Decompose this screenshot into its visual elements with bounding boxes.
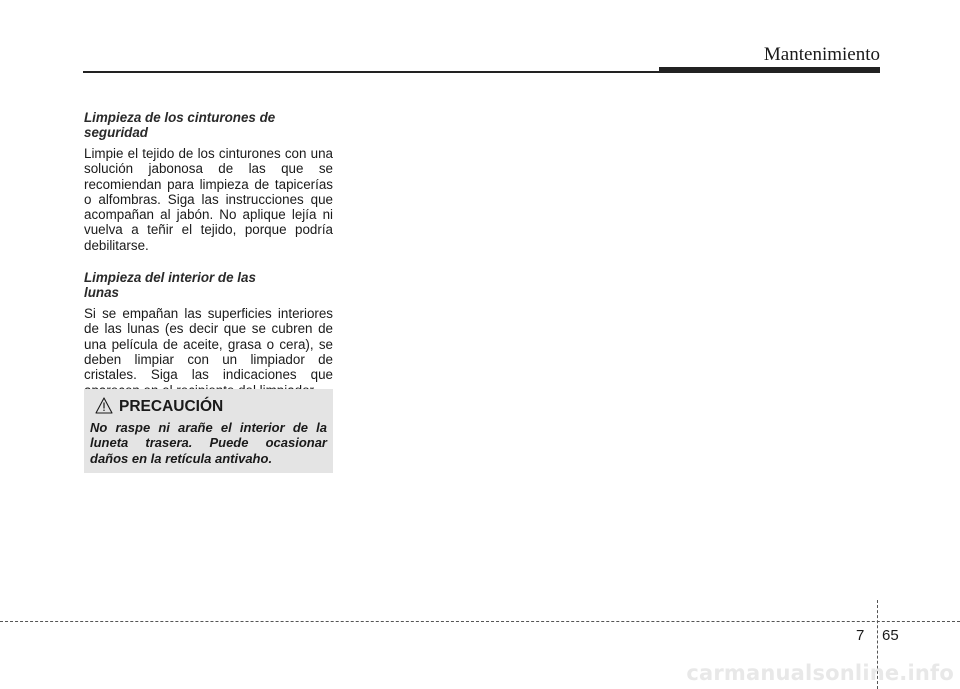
chapter-number: 7 <box>856 627 865 644</box>
section-body-windows: Si se empañan las superficies interiores de las lunas (es decir que se cubren de una película de aceite, grasa o cera), se deben limpiar con un limpiador de cristales. Siga las indicaciones que <box>84 306 333 383</box>
footer-rule <box>0 621 960 622</box>
chapter-title: Mantenimiento <box>763 44 880 65</box>
section-heading-seatbelts: Limpieza de los cinturones de seguridad <box>84 110 276 140</box>
header-rule <box>83 71 659 73</box>
caution-title: PRECAUCIÓN <box>119 398 224 415</box>
header-rule-accent <box>659 67 880 73</box>
caution-box <box>84 389 333 473</box>
watermark: carmanualsonline.info <box>686 661 954 685</box>
caution-text: No raspe ni arañe el interior de la luneta trasera. Puede ocasionar daños en la retícula antivaho. <box>90 420 327 466</box>
page-number: 65 <box>882 627 899 644</box>
section-body-seatbelts: Limpie el tejido de los cinturones con una solución jabonosa de las que se recomiendan para limpieza de tapicerías o alfombras. Siga las instrucciones que acompañan al jabón. No aplique lejía ni vuelva a teñir el tejido, porque podría debilitarse. <box>84 146 333 253</box>
section-heading-windows: Limpieza del interior de las lunas <box>84 270 256 301</box>
content-column <box>84 110 333 398</box>
warning-triangle-icon <box>95 397 113 414</box>
